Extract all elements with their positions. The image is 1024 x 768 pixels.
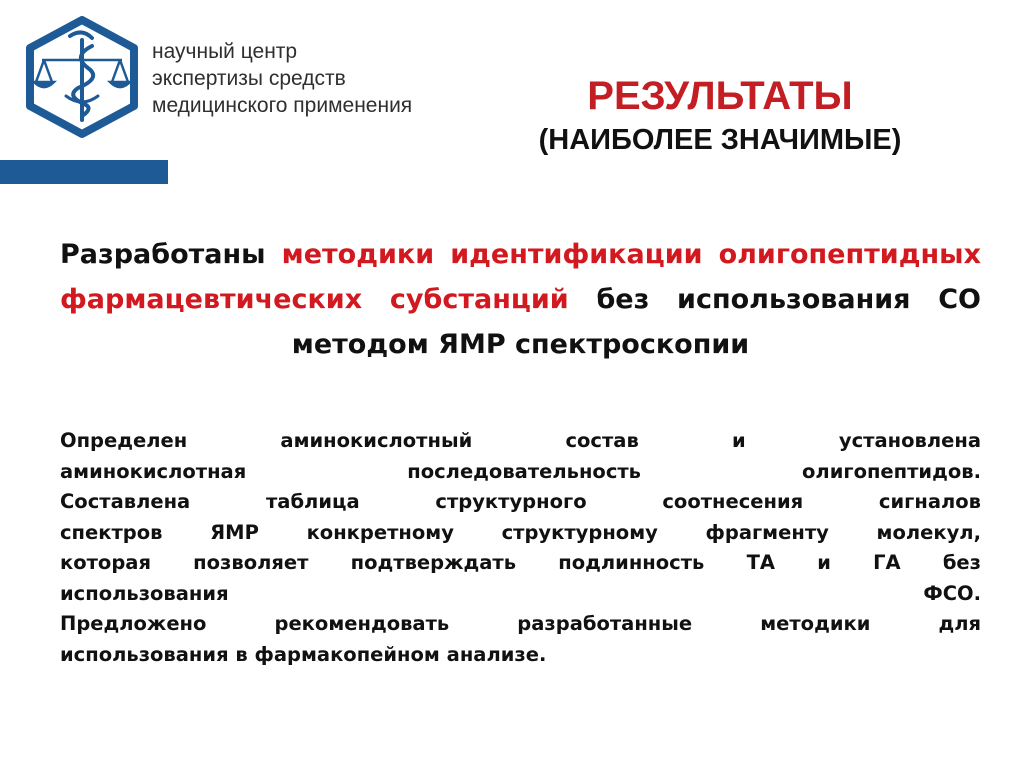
details-line-5: которая позволяет подтверждать подлинность ТА и ГА без	[60, 551, 981, 574]
organization-name-line-3: медицинского применения	[152, 94, 413, 117]
details-line-2: аминокислотная последовательность олигопептидов.	[60, 459, 981, 483]
main-result-paragraph	[60, 232, 981, 367]
details-line-1: Определен аминокислотный состав и установлена	[60, 429, 981, 452]
main-result-rest: без использования СО методом ЯМР спектроскопии	[291, 284, 981, 360]
details-paragraph	[60, 426, 981, 670]
organization-name	[152, 38, 412, 119]
details-line-6: использования ФСО.	[60, 581, 981, 605]
details-line-4: спектров ЯМР конкретному структурному фрагменту молекул,	[60, 520, 981, 544]
organization-name-line-2: экспертизы средств	[152, 67, 346, 90]
details-line-7: Предложено рекомендовать разработанные методики для	[60, 612, 981, 635]
organization-name-line-1: научный центр	[152, 40, 298, 63]
details-line-8: использования в фармакопейном анализе.	[60, 642, 547, 666]
decorative-blue-bar	[0, 160, 168, 184]
slide-title: РЕЗУЛЬТАТЫ	[587, 74, 853, 118]
bowl-with-snake-icon	[66, 32, 98, 120]
slide-subtitle: (НАИБОЛЕЕ ЗНАЧИМЫЕ)	[538, 124, 902, 156]
main-result-intro: Разработаны	[60, 239, 282, 270]
main-result-highlight: методики идентификации олигопептидных фармацевтических субстанций	[60, 239, 981, 315]
organization-logo	[22, 16, 142, 138]
details-line-3: Составлена таблица структурного соотнесения сигналов	[60, 490, 981, 513]
